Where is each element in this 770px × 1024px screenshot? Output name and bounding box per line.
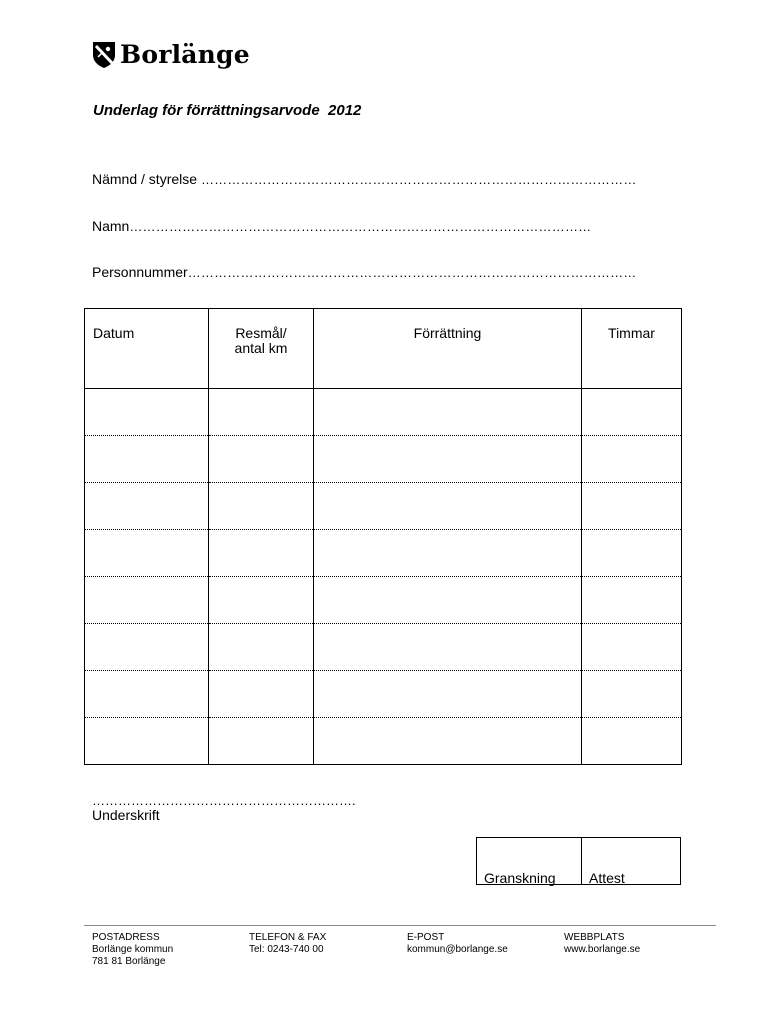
table-row [85, 718, 682, 765]
cell-resmal[interactable] [209, 483, 314, 530]
column-header-timmar: Timmar [582, 309, 682, 389]
table-row [85, 530, 682, 577]
cell-timmar[interactable] [582, 436, 682, 483]
cell-resmal[interactable] [209, 530, 314, 577]
cell-forrattning[interactable] [314, 436, 582, 483]
footer-line[interactable]: www.borlange.se [564, 944, 641, 955]
footer-webbplats [564, 932, 640, 956]
cell-forrattning[interactable] [314, 577, 582, 624]
footer-heading: TELEFON & FAX [249, 932, 327, 943]
form-title: Underlag för förrättningsarvode 2012 [93, 102, 362, 119]
cell-timmar[interactable] [582, 718, 682, 765]
table-row [85, 577, 682, 624]
borlange-logo [92, 40, 250, 69]
cell-forrattning[interactable] [314, 483, 582, 530]
cell-timmar[interactable] [582, 671, 682, 718]
cell-timmar[interactable] [582, 624, 682, 671]
cell-forrattning[interactable] [314, 671, 582, 718]
footer-telefon [249, 932, 326, 956]
field-dots: …………………………………………………………………………………………… [129, 219, 592, 234]
table-row [85, 436, 682, 483]
footer-line: 781 81 Borlänge [92, 956, 166, 967]
cell-forrattning[interactable] [314, 389, 582, 436]
field-namnd-styrelse[interactable] [92, 171, 637, 187]
field-personnummer[interactable] [92, 264, 637, 280]
footer-heading: POSTADRESS [92, 932, 160, 943]
table-row [85, 483, 682, 530]
cell-forrattning[interactable] [314, 530, 582, 577]
cell-datum[interactable] [85, 671, 209, 718]
cell-forrattning[interactable] [314, 718, 582, 765]
logo-text: Borlänge [120, 40, 250, 69]
footer-line: Borlänge kommun [92, 944, 174, 955]
cell-datum[interactable] [85, 624, 209, 671]
table-row [85, 671, 682, 718]
cell-resmal[interactable] [209, 718, 314, 765]
cell-datum[interactable] [85, 718, 209, 765]
attest-label: Attest [589, 870, 625, 886]
approval-box [476, 837, 681, 885]
field-label: Personnummer [92, 264, 188, 280]
signature-label: Underskrift [92, 807, 160, 823]
footer-heading: E-POST [407, 932, 445, 943]
cell-forrattning[interactable] [314, 624, 582, 671]
table-header-row [85, 309, 682, 389]
cell-timmar[interactable] [582, 483, 682, 530]
field-dots: ………………………………………………………………………………………… [187, 265, 637, 280]
cell-resmal[interactable] [209, 624, 314, 671]
cell-resmal[interactable] [209, 436, 314, 483]
field-label: Nämnd / styrelse [92, 171, 198, 187]
cell-timmar[interactable] [582, 389, 682, 436]
footer-line[interactable]: kommun@borlange.se [407, 944, 508, 955]
field-label: Namn [92, 218, 130, 234]
cell-datum[interactable] [85, 483, 209, 530]
cell-resmal[interactable] [209, 389, 314, 436]
coat-of-arms-icon [92, 41, 116, 69]
column-header-datum: Datum [85, 309, 209, 389]
footer-heading: WEBBPLATS [564, 932, 625, 943]
granskning-label: Granskning [484, 870, 556, 886]
signature-line[interactable]: ……………………………………………………. [92, 793, 356, 808]
table-row [85, 624, 682, 671]
assignment-table [84, 308, 682, 765]
footer-postadress [92, 932, 173, 968]
cell-timmar[interactable] [582, 530, 682, 577]
column-header-forrattning: Förrättning [314, 309, 582, 389]
table-row [85, 389, 682, 436]
cell-resmal[interactable] [209, 671, 314, 718]
field-dots: ……………………………………………………………………………………… [200, 172, 637, 187]
column-header-resmal: Resmål/ antal km [209, 309, 314, 389]
cell-datum[interactable] [85, 436, 209, 483]
cell-datum[interactable] [85, 389, 209, 436]
approval-divider [581, 838, 582, 885]
footer-divider [84, 925, 716, 926]
cell-resmal[interactable] [209, 577, 314, 624]
footer-epost [407, 932, 508, 956]
field-namn[interactable] [92, 218, 591, 234]
cell-datum[interactable] [85, 530, 209, 577]
cell-datum[interactable] [85, 577, 209, 624]
cell-timmar[interactable] [582, 577, 682, 624]
footer-line: Tel: 0243-740 00 [249, 944, 324, 955]
